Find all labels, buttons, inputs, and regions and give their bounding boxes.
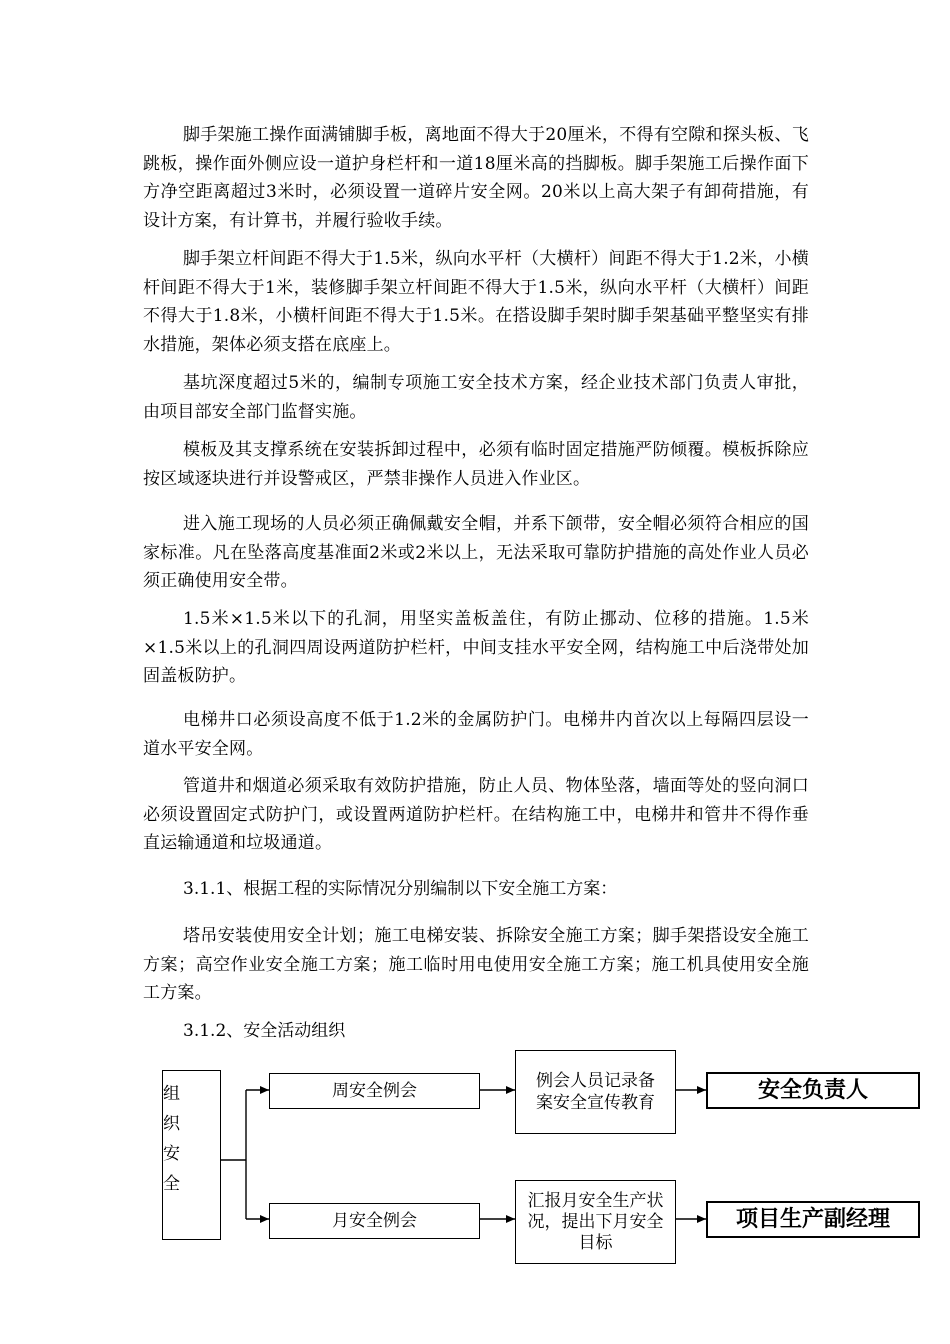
paragraph-pipe-shaft: 管道井和烟道必须采取有效防护措施，防止人员、物体坠落，墙面等处的竖向洞口必须设置固定式防护门，或设置两道防护栏杆。在结构施工中，电梯井和管井不得作垂直运输通道和垃圾通道。 (143, 776, 809, 853)
box-safety-owner (706, 1072, 920, 1109)
heading-3-1-1: 3.1.1、根据工程的实际情况分别编制以下安全施工方案： (183, 879, 618, 899)
paragraph-formwork: 模板及其支撑系统在安装拆卸过程中，必须有临时固定措施严防倾覆。模板拆除应按区域逐块进行并设警戒区，严禁非操作人员进入作业区。 (143, 440, 809, 489)
root-char: 织 (163, 1114, 180, 1134)
heading-3-1-2: 3.1.2、安全活动组织 (183, 1021, 346, 1041)
root-char: 安 (163, 1144, 180, 1164)
box-deputy-manager (706, 1201, 920, 1238)
deputy-manager-label: 项目生产副经理 (735, 1206, 890, 1232)
monthly-meeting-label: 月安全例会 (332, 1211, 417, 1231)
paragraph-elevator-shaft: 电梯井口必须设高度不低于1.2米的金属防护门。电梯井内首次以上每隔四层设一道水平安全网。 (143, 710, 809, 759)
root-box-organize-safety (162, 1070, 221, 1240)
paragraph-openings: 1.5米×1.5米以下的孔洞，用坚实盖板盖住，有防止挪动、位移的措施。1.5米×1.5米以上的孔洞四周设两道防护栏杆，中间支挂水平安全网，结构施工中后浇带处加固盖板防护。 (143, 609, 809, 686)
paragraph-foundation-pit: 基坑深度超过5米的，编制专项施工安全技术方案，经企业技术部门负责人审批，由项目部安全部门监督实施。 (143, 373, 809, 422)
paragraph-safety-helmet: 进入施工现场的人员必须正确佩戴安全帽，并系下颌带，安全帽必须符合相应的国家标准。凡在坠落高度基准面2米或2米以上，无法采取可靠防护措施的高处作业人员必须正确使用安全带。 (143, 514, 809, 591)
box-weekly-detail (515, 1050, 676, 1134)
root-char: 全 (163, 1174, 180, 1194)
box-monthly-meeting (269, 1203, 480, 1239)
root-label (163, 1071, 185, 1199)
paragraph-scaffold-spacing: 脚手架立杆间距不得大于1.5米，纵向水平杆（大横杆）间距不得大于1.2米，小横杆间距不得大于1米，装修脚手架立杆间距不得大于1.5米，纵向水平杆（大横杆）间距不得大于1.8米，小横杆间距不得大于1.5米。在搭设脚手架时脚手架基础平整坚实有排水措施，架体必须支搭在底座上。 (143, 249, 809, 355)
weekly-detail-label: 例会人员记录备案安全宣传教育 (536, 1071, 655, 1113)
weekly-meeting-label: 周安全例会 (332, 1081, 417, 1101)
monthly-detail-label: 汇报月安全生产状况，提出下月安全目标 (527, 1190, 664, 1253)
paragraph-safety-plans: 塔吊安装使用安全计划；施工电梯安装、拆除安全施工方案；脚手架搭设安全施工方案；高空作业安全施工方案；施工临时用电使用安全施工方案；施工机具使用安全施工方案。 (143, 926, 809, 1003)
root-char: 组 (163, 1084, 180, 1104)
safety-owner-label: 安全负责人 (757, 1077, 868, 1103)
paragraph-scaffold-platform: 脚手架施工操作面满铺脚手板，离地面不得大于20厘米，不得有空隙和探头板、飞跳板，操作面外侧应设一道护身栏杆和一道18厘米高的挡脚板。脚手架施工后操作面下方净空距离超过3米时，必须设置一道碎片安全网。20米以上高大架子有卸荷措施，有设计方案，有计算书，并履行验收手续。 (143, 125, 809, 231)
box-monthly-detail (515, 1180, 676, 1264)
box-weekly-meeting (269, 1073, 480, 1109)
